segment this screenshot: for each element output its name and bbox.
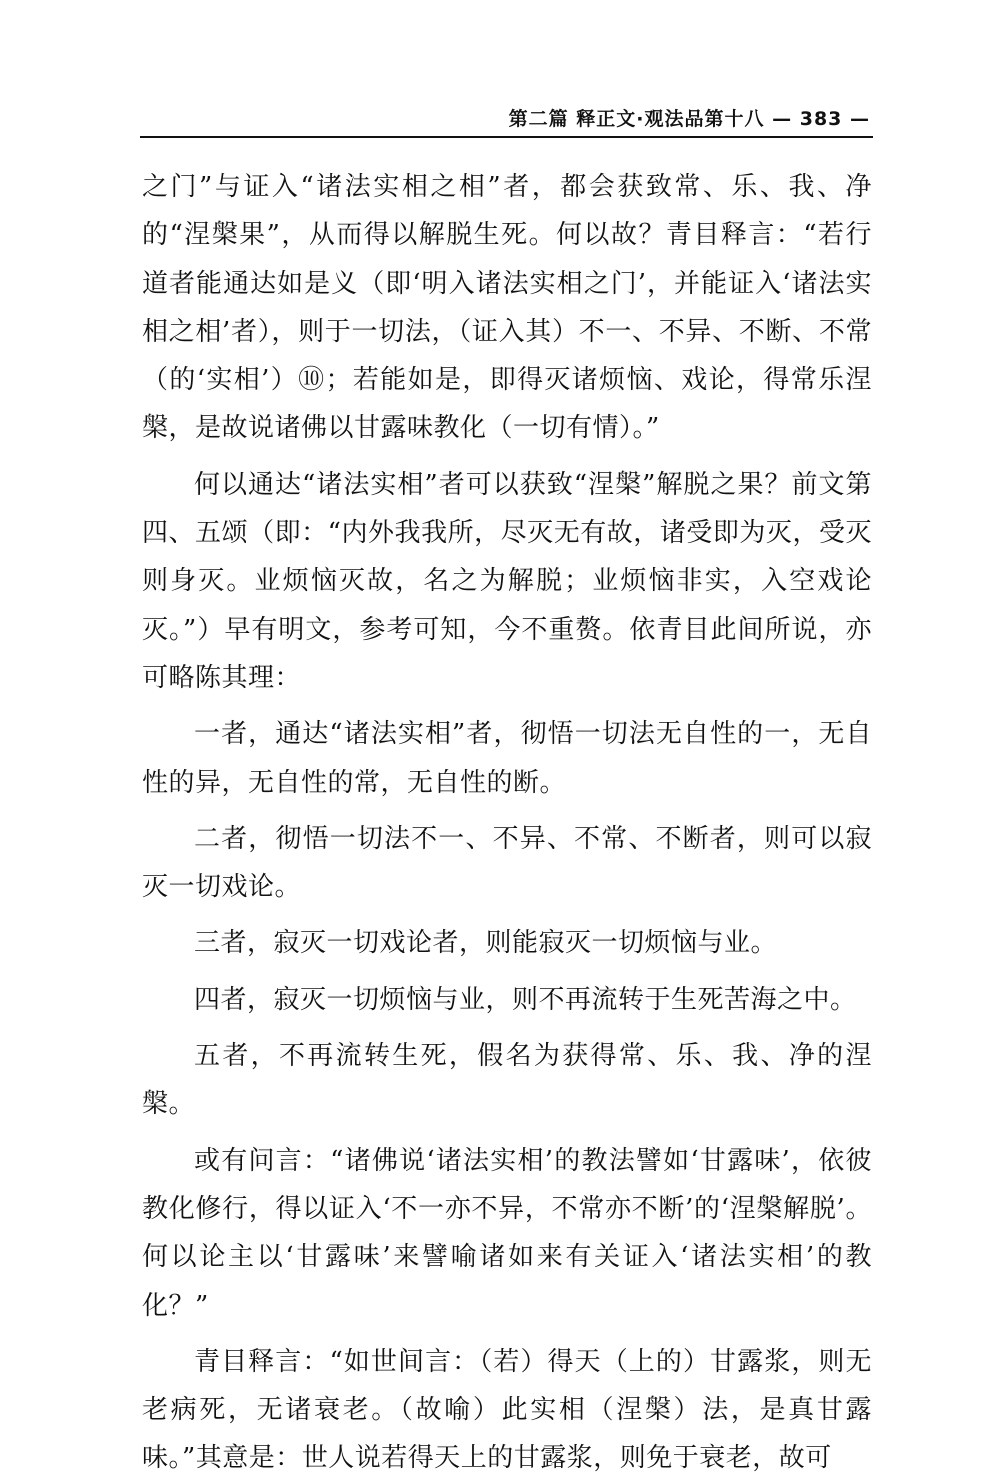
paragraph: 五者，不再流转生死，假名为获得常、乐、我、净的涅槃。: [142, 1041, 872, 1120]
page-body: [142, 163, 872, 1483]
paragraph-continued: 之门”与证入“诸法实相之相”者，都会获致常、乐、我、净的“涅槃果”，从而得以解脱生死。何以故？青目释言：“若行道者能通达如是义（即‘明入诸法实相之门’，并能证入‘诸法实相之相’者），则于一切法，（证入其）不一、不异、不断、不常（的‘实相’）⑩；若能如是，即得灭诸烦恼、戏论，得常乐涅槃，是故说诸佛以甘露味教化（一切有情）。”: [142, 172, 872, 444]
paragraph: 或有问言：“诸佛说‘诸法实相’的教法譬如‘甘露味’，依彼教化修行，得以证入‘不一亦不异，不常亦不断’的‘涅槃解脱’。何以论主以‘甘露味’来譬喻诸如来有关证入‘诸法实相’的教化？”: [142, 1145, 872, 1321]
paragraph: 四者，寂灭一切烦恼与业，则不再流转于生死苦海之中。: [194, 984, 857, 1015]
running-header: 第二篇 释正文·观法品第十八 — 383 —: [508, 108, 870, 130]
paragraph: 二者，彻悟一切法不一、不异、不常、不断者，则可以寂灭一切戏论。: [142, 823, 872, 903]
paragraph: 一者，通达“诸法实相”者，彻悟一切法无自性的一，无自性的异，无自性的常，无自性的断。: [142, 719, 872, 798]
paragraph: 三者，寂灭一切戏论者，则能寂灭一切烦恼与业。: [194, 928, 778, 959]
paragraph: 青目释言：“如世间言：（若）得天（上的）甘露浆，则无老病死，无诸衰老。（故喻）此实相（涅槃）法，是真甘露味。”其意是：世人说若得天上的甘露浆，则免于衰老，故可: [142, 1346, 872, 1474]
header-rule: [140, 136, 873, 138]
paragraph: 何以通达“诸法实相”者可以获致“涅槃”解脱之果？前文第四、五颂（即：“内外我我所，尽灭无有故，诸受即为灭，受灭则身灭。业烦恼灭故，名之为解脱；业烦恼非实，入空戏论灭。”）早有明文，参考可知，今不重赘。依青目此间所说，亦可略陈其理：: [142, 469, 872, 693]
